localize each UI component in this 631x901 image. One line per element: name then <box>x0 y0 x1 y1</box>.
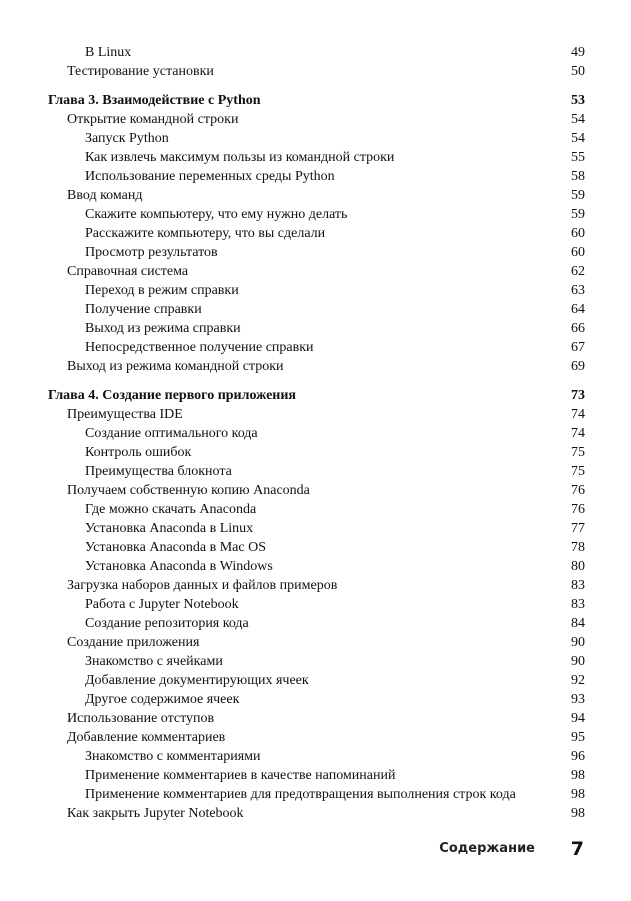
toc-entry-page: 76 <box>571 502 585 517</box>
toc-entry-title: Как извлечь максимум пользы из командной строки <box>85 150 395 165</box>
toc-entry[interactable] <box>48 595 585 614</box>
toc-entry-page: 93 <box>571 692 585 707</box>
toc-entry-page: 58 <box>571 169 585 184</box>
toc-entry-page: 75 <box>571 464 585 479</box>
toc-entry-title: Установка Anaconda в Windows <box>85 559 273 574</box>
toc-entry-title: Знакомство с ячейками <box>85 654 223 669</box>
toc-entry-page: 77 <box>571 521 585 536</box>
toc-entry[interactable] <box>48 186 585 205</box>
toc-entry-title: Добавление документирующих ячеек <box>85 673 309 688</box>
toc-entry-page: 60 <box>571 226 585 241</box>
toc-entry-page: 63 <box>571 283 585 298</box>
running-footer-section: Содержание <box>439 841 535 856</box>
toc-entry-title: Ввод команд <box>67 188 143 203</box>
toc-entry[interactable] <box>48 481 585 500</box>
toc-entry[interactable] <box>48 167 585 186</box>
toc-entry-title: Расскажите компьютеру, что вы сделали <box>85 226 326 241</box>
toc-entry-page: 74 <box>571 407 585 422</box>
toc-entry-page: 64 <box>571 302 585 317</box>
toc-entry-title: Использование переменных среды Python <box>85 169 335 184</box>
toc-entry-page: 60 <box>571 245 585 260</box>
toc-entry-title: Преимущества IDE <box>67 407 183 422</box>
toc-entry-page: 66 <box>571 321 585 336</box>
toc-entry[interactable] <box>48 576 585 595</box>
toc-entry-page: 74 <box>571 426 585 441</box>
toc-entry-title: Установка Anaconda в Linux <box>85 521 254 536</box>
toc-chapter-entry[interactable] <box>48 91 585 110</box>
toc-entry[interactable] <box>48 300 585 319</box>
toc-entry[interactable] <box>48 709 585 728</box>
toc-entry-title: Где можно скачать Anaconda <box>85 502 257 517</box>
toc-entry-page: 95 <box>571 730 585 745</box>
toc-entry[interactable] <box>48 281 585 300</box>
toc-entry-page: 59 <box>571 207 585 222</box>
toc-entry-title: Переход в режим справки <box>85 283 239 298</box>
toc-entry[interactable] <box>48 557 585 576</box>
toc-entry[interactable] <box>48 747 585 766</box>
toc-entry-page: 55 <box>571 150 585 165</box>
toc-entry-title: Преимущества блокнота <box>85 464 232 479</box>
toc-chapter-entry[interactable] <box>48 386 585 405</box>
toc-entry-page: 50 <box>571 64 585 79</box>
toc-entry-title: Применение комментариев в качестве напоминаний <box>85 768 396 783</box>
toc-entry-page: 98 <box>571 806 585 821</box>
toc-entry[interactable] <box>48 405 585 424</box>
toc-entry-page: 92 <box>571 673 585 688</box>
toc-entry[interactable] <box>48 690 585 709</box>
toc-entry[interactable] <box>48 205 585 224</box>
toc-entry-title: Справочная система <box>67 264 189 279</box>
toc-entry-title: Скажите компьютеру, что ему нужно делать <box>85 207 348 222</box>
toc-entry-page: 84 <box>571 616 585 631</box>
toc-entry-page: 94 <box>571 711 585 726</box>
toc-entry-title: Просмотр результатов <box>85 245 218 260</box>
toc-entry[interactable] <box>48 633 585 652</box>
toc-entry[interactable] <box>48 652 585 671</box>
toc-entry[interactable] <box>48 766 585 785</box>
toc-entry-title: Создание репозитория кода <box>85 616 249 631</box>
toc-entry-page: 59 <box>571 188 585 203</box>
toc-entry-title: Запуск Python <box>85 131 169 146</box>
toc-entry-title: Непосредственное получение справки <box>85 340 314 355</box>
toc-entry[interactable] <box>48 804 585 823</box>
toc-entry-page: 78 <box>571 540 585 555</box>
toc-entry-page: 83 <box>571 578 585 593</box>
toc-entry[interactable] <box>48 462 585 481</box>
toc-entry[interactable] <box>48 785 585 804</box>
toc-entry[interactable] <box>48 500 585 519</box>
toc-entry-page: 67 <box>571 340 585 355</box>
toc-entry-title: Выход из режима командной строки <box>67 359 284 374</box>
toc-entry-title: Как закрыть Jupyter Notebook <box>67 806 244 821</box>
toc-entry-title: Добавление комментариев <box>67 730 226 745</box>
toc-entry-title: Получение справки <box>85 302 202 317</box>
toc-entry-title: Открытие командной строки <box>67 112 239 127</box>
toc-entry[interactable] <box>48 519 585 538</box>
toc-entry-title: Тестирование установки <box>67 64 214 79</box>
toc-entry[interactable] <box>48 357 585 376</box>
toc-entry-title: Создание оптимального кода <box>85 426 258 441</box>
page-footer <box>0 838 631 862</box>
toc-entry-page: 98 <box>571 787 585 802</box>
toc-entry-title: Использование отступов <box>67 711 215 726</box>
toc-entry[interactable] <box>48 728 585 747</box>
toc-entry-title: Установка Anaconda в Mac OS <box>85 540 266 555</box>
toc-entry-page: 76 <box>571 483 585 498</box>
toc-entry-page: 98 <box>571 768 585 783</box>
toc-entry-title: Глава 3. Взаимодействие с Python <box>48 93 261 108</box>
toc-entry-page: 75 <box>571 445 585 460</box>
toc-entry-title: Получаем собственную копию Anaconda <box>67 483 310 498</box>
toc-entry[interactable] <box>48 243 585 262</box>
toc-entry-title: Контроль ошибок <box>85 445 192 460</box>
toc-entry[interactable] <box>48 224 585 243</box>
toc-entry[interactable] <box>48 148 585 167</box>
toc-entry-page: 69 <box>571 359 585 374</box>
toc-entry-title: Знакомство с комментариями <box>85 749 261 764</box>
table-of-contents <box>48 43 585 823</box>
toc-entry-page: 53 <box>571 93 585 108</box>
toc-entry-page: 90 <box>571 654 585 669</box>
toc-entry-title: Создание приложения <box>67 635 200 650</box>
toc-entry-page: 90 <box>571 635 585 650</box>
toc-entry[interactable] <box>48 262 585 281</box>
toc-entry-page: 62 <box>571 264 585 279</box>
toc-entry[interactable] <box>48 62 585 81</box>
toc-entry-page: 54 <box>571 112 585 127</box>
toc-entry[interactable] <box>48 538 585 557</box>
toc-entry[interactable] <box>48 443 585 462</box>
toc-entry-page: 73 <box>571 388 585 403</box>
toc-entry[interactable] <box>48 129 585 148</box>
toc-entry[interactable] <box>48 110 585 129</box>
toc-entry-title: Применение комментариев для предотвращения выполнения строк кода <box>85 787 516 802</box>
toc-entry-title: В Linux <box>85 45 132 60</box>
toc-entry-page: 49 <box>571 45 585 60</box>
toc-entry-title: Загрузка наборов данных и файлов примеров <box>67 578 338 593</box>
toc-entry-page: 83 <box>571 597 585 612</box>
toc-entry[interactable] <box>48 338 585 357</box>
toc-entry[interactable] <box>48 671 585 690</box>
toc-entry-page: 80 <box>571 559 585 574</box>
toc-entry-title: Другое содержимое ячеек <box>85 692 240 707</box>
toc-entry-page: 96 <box>571 749 585 764</box>
toc-entry[interactable] <box>48 43 585 62</box>
toc-entry-page: 54 <box>571 131 585 146</box>
toc-entry[interactable] <box>48 319 585 338</box>
toc-entry-title: Глава 4. Создание первого приложения <box>48 388 297 403</box>
toc-entry-title: Работа с Jupyter Notebook <box>85 597 239 612</box>
toc-entry[interactable] <box>48 424 585 443</box>
toc-entry-title: Выход из режима справки <box>85 321 241 336</box>
toc-entry[interactable] <box>48 614 585 633</box>
page-number: 7 <box>570 838 584 860</box>
